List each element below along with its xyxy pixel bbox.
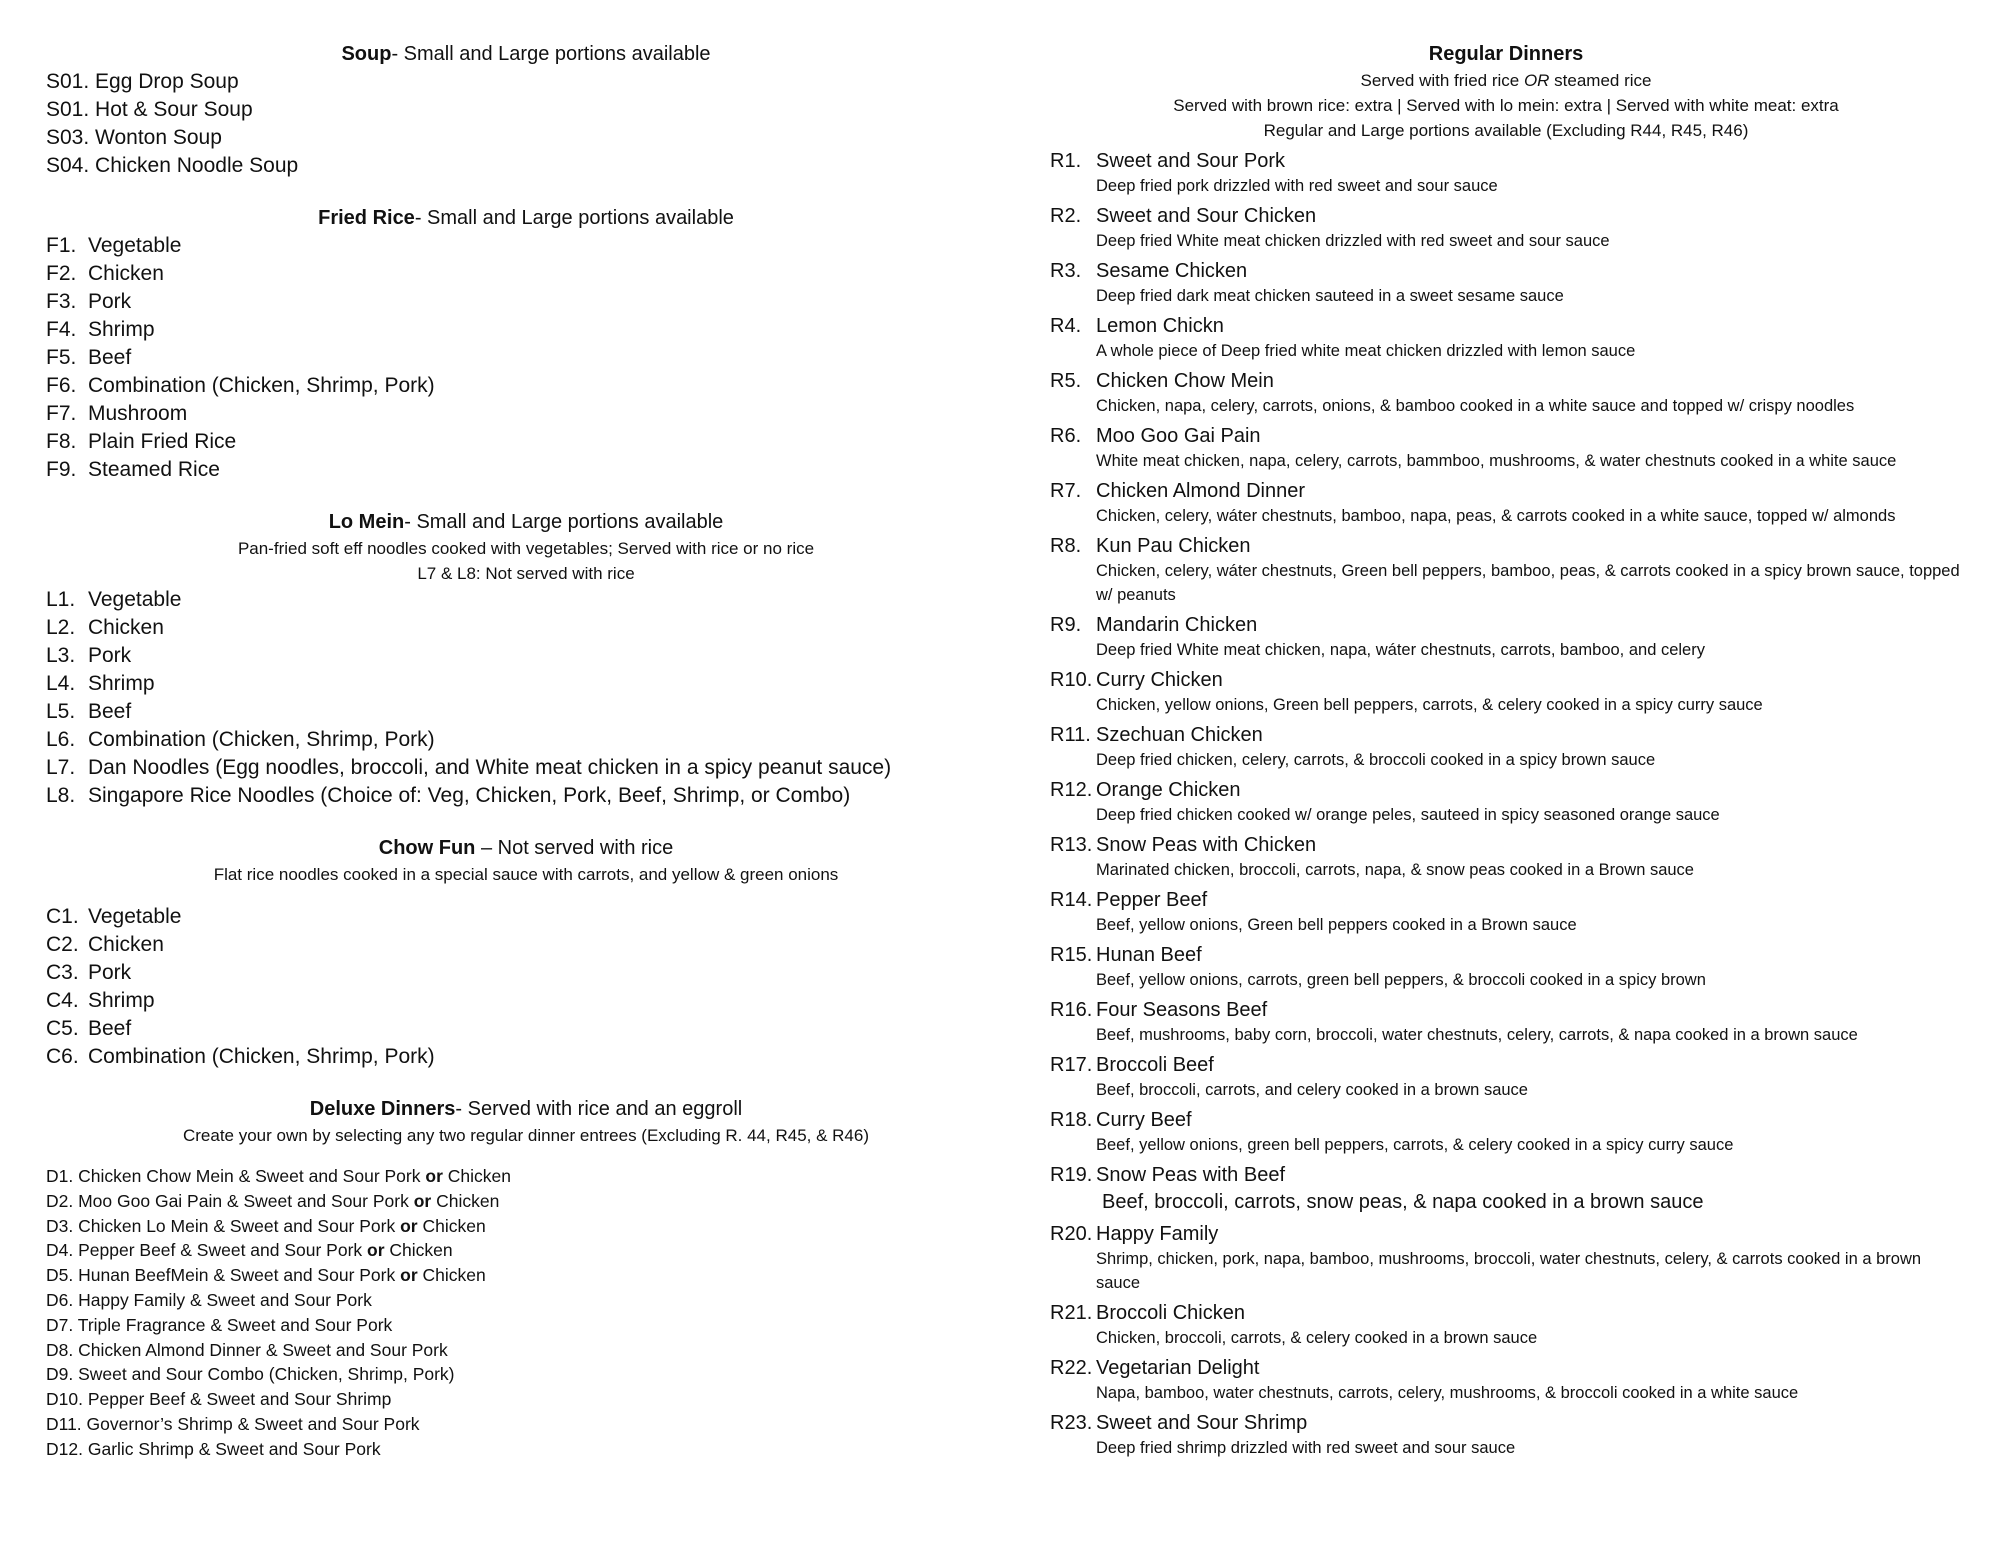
- regular-list: [1050, 148, 1962, 1460]
- list-item: L7. Dan Noodles (Egg noodles, broccoli, and White meat chicken in a spicy peanut sauce): [46, 756, 892, 779]
- list-item: R1. Sweet and Sour Pork Deep fried pork drizzled with red sweet and sour sauce: [1050, 150, 1498, 195]
- list-item: D11. Governor’s Shrimp & Sweet and Sour Pork: [46, 1413, 420, 1434]
- list-item: R7. Chicken Almond Dinner Chicken, celery, wáter chestnuts, bamboo, napa, peas, & carrots cooked in a white sauce, topped w/ almonds: [1050, 480, 1896, 525]
- list-item: F2. Chicken: [46, 262, 164, 285]
- list-item: R13. Snow Peas with Chicken Marinated chicken, broccoli, carrots, napa, & snow peas cooked in a Brown sauce: [1050, 834, 1694, 879]
- list-item: C3. Pork: [46, 961, 132, 984]
- fried-rice-title: Fried Rice: [318, 207, 415, 229]
- regular-rice-note: Served with fried rice OR steamed rice: [1360, 71, 1652, 90]
- list-item: R23. Sweet and Sour Shrimp Deep fried shrimp drizzled with red sweet and sour sauce: [1050, 1412, 1516, 1457]
- list-item: R15. Hunan Beef Beef, yellow onions, carrots, green bell peppers, & broccoli cooked in a spicy brown: [1050, 944, 1706, 989]
- list-item: L5. Beef: [46, 700, 132, 723]
- chow-fun-list: [46, 903, 1006, 1071]
- list-item: D8. Chicken Almond Dinner & Sweet and Sour Pork: [46, 1339, 448, 1360]
- fried-rice-note: - Small and Large portions available: [414, 207, 734, 229]
- deluxe-subtitle: Create your own by selecting any two regular dinner entrees (Excluding R. 44, R45, & R46): [182, 1126, 870, 1145]
- lo-mein-list: [46, 586, 1006, 810]
- list-item: R10. Curry Chicken Chicken, yellow onions, Green bell peppers, carrots, & celery cooked in a spicy curry sauce: [1050, 669, 1763, 714]
- list-item: R12. Orange Chicken Deep fried chicken cooked w/ orange peles, sauteed in spicy seasoned orange sauce: [1050, 779, 1720, 824]
- deluxe-note: - Served with rice and an eggroll: [455, 1098, 743, 1120]
- list-item: C6. Combination (Chicken, Shrimp, Pork): [46, 1045, 435, 1068]
- lo-mein-subtitle: Pan-fried soft eff noodles cooked with vegetables; Served with rice or no rice: [237, 539, 815, 558]
- list-item: F1. Vegetable: [46, 234, 182, 257]
- list-item: F7. Mushroom: [46, 402, 188, 425]
- list-item: F5. Beef: [46, 346, 132, 369]
- lo-mein-rice-note: L7 & L8: Not served with rice: [417, 564, 635, 583]
- list-item: F3. Pork: [46, 290, 132, 313]
- list-item: D2. Moo Goo Gai Pain & Sweet and Sour Pork or Chicken: [46, 1190, 500, 1211]
- list-item: R20. Happy Family Shrimp, chicken, pork, napa, bamboo, mushrooms, broccoli, water chestnuts, celery, & carrots cooked in a brown sauce: [1050, 1223, 1922, 1292]
- list-item: R6. Moo Goo Gai Pain White meat chicken, napa, celery, carrots, bammboo, mushrooms, & water chestnuts cooked in a white sauce: [1050, 425, 1897, 470]
- fried-rice-heading: [46, 204, 1006, 232]
- list-item: L6. Combination (Chicken, Shrimp, Pork): [46, 728, 435, 751]
- list-item: R4. Lemon Chickn A whole piece of Deep fried white meat chicken drizzled with lemon sauce: [1050, 315, 1636, 360]
- list-item: L2. Chicken: [46, 616, 164, 639]
- regular-title: Regular Dinners: [1428, 43, 1584, 65]
- chow-fun-title: Chow Fun: [378, 837, 476, 859]
- chow-fun-note: – Not served with rice: [475, 837, 674, 859]
- list-item: R14. Pepper Beef Beef, yellow onions, Green bell peppers cooked in a Brown sauce: [1050, 889, 1577, 934]
- list-item: R21. Broccoli Chicken Chicken, broccoli, carrots, & celery cooked in a brown sauce: [1050, 1302, 1538, 1347]
- regular-portions-note: Regular and Large portions available (Excluding R44, R45, R46): [1263, 121, 1749, 140]
- right-column: [1050, 40, 1962, 1460]
- list-item: C5. Beef: [46, 1017, 132, 1040]
- chow-fun-subtitle: Flat rice noodles cooked in a special sauce with carrots, and yellow & green onions: [213, 865, 839, 884]
- list-item: D7. Triple Fragrance & Sweet and Sour Pork: [46, 1314, 393, 1335]
- left-column: [46, 40, 1006, 1462]
- lo-mein-heading: [46, 508, 1006, 536]
- list-item: F8. Plain Fried Rice: [46, 430, 237, 453]
- chow-fun-heading: [46, 834, 1006, 862]
- regular-heading: [1050, 40, 1962, 68]
- list-item: F6. Combination (Chicken, Shrimp, Pork): [46, 374, 435, 397]
- list-item: S01. Hot & Sour Soup: [46, 98, 253, 121]
- list-item: D10. Pepper Beef & Sweet and Sour Shrimp: [46, 1389, 392, 1410]
- list-item: R5. Chicken Chow Mein Chicken, napa, celery, carrots, onions, & bamboo cooked in a white sauce and topped w/ crispy noodles: [1050, 370, 1855, 415]
- list-item: R9. Mandarin Chicken Deep fried White meat chicken, napa, wáter chestnuts, carrots, bamboo, and celery: [1050, 614, 1705, 659]
- list-item: C1. Vegetable: [46, 905, 182, 928]
- lo-mein-title: Lo Mein: [328, 511, 405, 533]
- soup-title: Soup: [341, 43, 392, 65]
- deluxe-list: [46, 1164, 1006, 1462]
- list-item: C2. Chicken: [46, 933, 164, 956]
- list-item: D12. Garlic Shrimp & Sweet and Sour Pork: [46, 1438, 381, 1459]
- list-item: D9. Sweet and Sour Combo (Chicken, Shrimp, Pork): [46, 1364, 455, 1385]
- soup-note: - Small and Large portions available: [391, 43, 711, 65]
- soup-heading: [46, 40, 1006, 68]
- list-item: C4. Shrimp: [46, 989, 155, 1012]
- list-item: F9. Steamed Rice: [46, 458, 220, 481]
- list-item: R11. Szechuan Chicken Deep fried chicken, celery, carrots, & broccoli cooked in a spicy brown sauce: [1050, 724, 1656, 769]
- list-item: R2. Sweet and Sour Chicken Deep fried White meat chicken drizzled with red sweet and sour sauce: [1050, 205, 1610, 250]
- list-item: R3. Sesame Chicken Deep fried dark meat chicken sauteed in a sweet sesame sauce: [1050, 260, 1564, 305]
- list-item: S03. Wonton Soup: [46, 126, 222, 149]
- deluxe-title: Deluxe Dinners: [309, 1098, 456, 1120]
- list-item: D1. Chicken Chow Mein & Sweet and Sour Pork or Chicken: [46, 1166, 511, 1186]
- list-item: R17. Broccoli Beef Beef, broccoli, carrots, and celery cooked in a brown sauce: [1050, 1054, 1528, 1099]
- list-item: F4. Shrimp: [46, 318, 155, 341]
- list-item: D4. Pepper Beef & Sweet and Sour Pork or Chicken: [46, 1240, 453, 1261]
- list-item: L3. Pork: [46, 644, 132, 667]
- list-item: L8. Singapore Rice Noodles (Choice of: Veg, Chicken, Pork, Beef, Shrimp, or Combo): [46, 784, 851, 807]
- deluxe-heading: [46, 1095, 1006, 1123]
- list-item: R19. Snow Peas with Beef Beef, broccoli, carrots, snow peas, & napa cooked in a brown sauce: [1050, 1164, 1704, 1213]
- list-item: D6. Happy Family & Sweet and Sour Pork: [46, 1289, 372, 1310]
- list-item: S04. Chicken Noodle Soup: [46, 154, 299, 177]
- list-item: R18. Curry Beef Beef, yellow onions, green bell peppers, carrots, & celery cooked in a spicy curry sauce: [1050, 1109, 1734, 1154]
- list-item: L1. Vegetable: [46, 588, 182, 611]
- lo-mein-note: - Small and Large portions available: [404, 511, 724, 533]
- list-item: R16. Four Seasons Beef Beef, mushrooms, baby corn, broccoli, water chestnuts, celery, carrots, & napa cooked in a brown sauce: [1050, 999, 1858, 1044]
- list-item: S01. Egg Drop Soup: [46, 70, 239, 93]
- list-item: R22. Vegetarian Delight Napa, bamboo, water chestnuts, carrots, celery, mushrooms, & broccoli cooked in a white sauce: [1050, 1357, 1799, 1402]
- regular-extras-note: Served with brown rice: extra | Served with lo mein: extra | Served with white meat: extra: [1173, 96, 1839, 115]
- list-item: D3. Chicken Lo Mein & Sweet and Sour Pork or Chicken: [46, 1215, 486, 1236]
- list-item: R8. Kun Pau Chicken Chicken, celery, wáter chestnuts, Green bell peppers, bamboo, peas, & carrots cooked in a spicy brown sauce, topped w/ peanuts: [1050, 535, 1960, 604]
- fried-rice-list: [46, 232, 1006, 484]
- soup-list: [46, 68, 1006, 180]
- list-item: L4. Shrimp: [46, 672, 155, 695]
- list-item: D5. Hunan BeefMein & Sweet and Sour Pork or Chicken: [46, 1265, 486, 1286]
